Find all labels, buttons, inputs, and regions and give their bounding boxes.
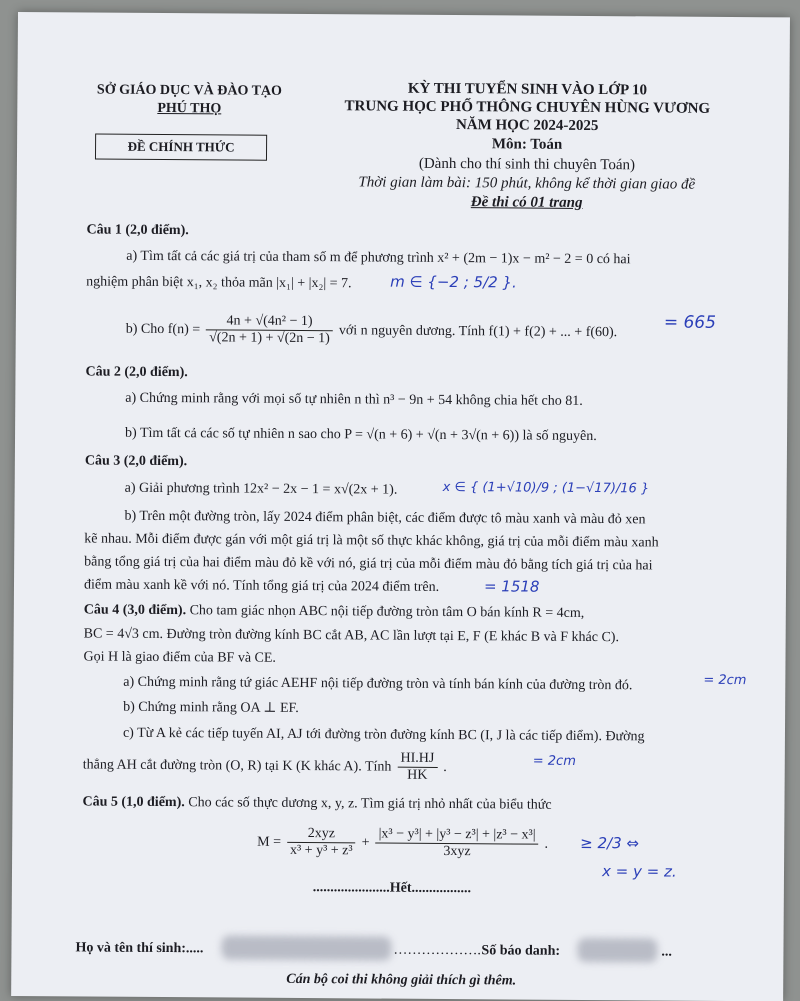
q3-title: Câu 3 (2,0 điểm).	[84, 453, 188, 470]
q5-line1-wrap	[82, 794, 551, 813]
handwritten-answer-q5-1: ≥ 2/3 ⇔	[580, 833, 640, 853]
handwritten-answer-q5-2: x = y = z.	[601, 862, 677, 881]
q1b-denominator: √(2n + 1) + √(2n − 1)	[209, 330, 330, 347]
time-limit: Thời gian làm bài: 150 phút, không kể thời gian giao đề	[358, 174, 696, 193]
q4-line3: Gọi H là giao điểm của BF và CE.	[83, 649, 277, 666]
page-count: Đề thi có 01 trang	[470, 194, 583, 211]
q4b: b) Chứng minh rằng OA ⊥ EF.	[123, 699, 299, 716]
redacted-candidate-number	[577, 938, 657, 963]
subject: Môn: Toán	[491, 136, 563, 153]
q1b-fraction	[206, 313, 333, 347]
q3b-line1: b) Trên một đường tròn, lấy 2024 điểm phân biệt, các điểm được tô màu xanh và màu đỏ xen	[124, 508, 646, 528]
candidate-number-label: Số báo danh:	[481, 943, 561, 959]
handwritten-answer-q3b: = 1518	[483, 577, 540, 596]
q5-line1: Cho các số thực dương x, y, z. Tìm giá trị nhỏ nhất của biểu thức	[188, 795, 552, 813]
q4c-line1: c) Từ A kẻ các tiếp tuyến AI, AJ tới đường tròn đường kính BC (I, J là các tiếp điểm). Đường	[122, 725, 645, 745]
school-year: NĂM HỌC 2024-2025	[455, 117, 599, 135]
province-name: PHÚ THỌ	[157, 100, 222, 117]
exam-title: KỲ THI TUYỂN SINH VÀO LỚP 10	[407, 80, 648, 99]
q1b-numerator: 4n + √(4n² − 1)	[206, 313, 333, 331]
q1a-line2: nghiệm phân biệt x₁, x₂ thỏa mãn |x₁| + |x₂| = 7.	[86, 274, 352, 292]
q5-f1-denominator: x³ + y³ + z³	[289, 842, 353, 859]
q4c-numerator: HI.HJ	[397, 751, 437, 768]
q4-title: Câu 4 (3,0 điểm).	[83, 602, 187, 619]
q4-line2: BC = 4√3 cm. Đường tròn đường kính BC cắt AB, AC lần lượt tại E, F (E khác B và F khác C).	[83, 626, 620, 646]
candidate-scope: (Dành cho thí sinh thi chuyên Toán)	[418, 155, 636, 174]
q5-f1-numerator: 2xyz	[287, 826, 356, 843]
candidate-number-dots: ...	[661, 944, 673, 960]
q1b-line	[126, 313, 618, 349]
q4-line1: Cho tam giác nhọn ABC nội tiếp đường tròn tâm O bán kính R = 4cm,	[189, 603, 585, 621]
department-name: SỞ GIÁO DỤC VÀ ĐÀO TẠO	[96, 82, 283, 99]
handwritten-answer-q4c: = 2cm	[532, 753, 576, 769]
q5-f2-denominator: 3xyz	[443, 843, 471, 860]
q5-fraction-1	[287, 826, 356, 859]
handwritten-answer-q4a: = 2cm	[703, 672, 747, 689]
exam-paper	[11, 12, 790, 1001]
q1b-lead: b) Cho f(n) =	[125, 321, 201, 337]
q4a: a) Chứng minh rằng tứ giác AEHF nội tiếp đường tròn và tính bán kính của đường tròn đó.	[123, 674, 633, 694]
q1b-tail: với n nguyên dương. Tính f(1) + f(2) + ... + f(60).	[338, 322, 618, 340]
official-badge: ĐỀ CHÍNH THỨC	[95, 134, 267, 161]
q5-title: Câu 5 (1,0 điểm).	[82, 794, 185, 811]
q5-formula: M = $\frac{\text{2xyz}}{\text{x³ + y³ + z³}}$ + $\frac{\text{|x³ − y³| + |y³ − z³| + |z³ − x³|}}{\text{3xyz}}$ .	[257, 826, 549, 860]
q4c-denominator: HK	[407, 767, 428, 783]
q5-fraction-2	[375, 827, 538, 861]
q5-plus: +	[361, 834, 370, 850]
q3b-line4: điểm màu xanh kề với nó. Tính tổng giá trị của 2024 điểm trên.	[83, 577, 440, 595]
end-marker: ......................Hết.................	[312, 880, 472, 897]
q5-m-lead: M =	[257, 834, 282, 850]
school-name: TRUNG HỌC PHỔ THÔNG CHUYÊN HÙNG VƯƠNG	[344, 98, 711, 117]
handwritten-answer-q3a: x ∈ { (1+√10)/9 ; (1−√17)/16 }	[442, 479, 650, 497]
q1a-line1: a) Tìm tất cả các giá trị của tham số m để phương trình x² + (2m − 1)x − m² − 2 = 0 có hai	[126, 248, 631, 268]
q4c-line2-lead: thẳng AH cắt đường tròn (O, R) tại K (K khác A). Tính	[82, 756, 392, 775]
q5-f2-numerator: |x³ − y³| + |y³ − z³| + |z³ − x³|	[376, 827, 539, 845]
name-dots: ……………….	[393, 942, 482, 959]
q3b-line3: bằng tổng giá trị của hai điểm màu đỏ kề với nó, giá trị của mỗi điểm màu đỏ bằng tích giá trị của hai	[84, 554, 653, 574]
q2a: a) Chứng minh rằng với mọi số tự nhiên n thì n³ − 9n + 54 không chia hết cho 81.	[125, 390, 583, 409]
redacted-candidate-name	[221, 935, 391, 960]
q3b-line2: kẽ nhau. Mỗi điểm được gán với một giá trị là một số thực khác không, giá trị của mỗi điểm màu xanh	[84, 531, 659, 551]
candidate-name-label: Họ và tên thí sinh:.....	[75, 940, 204, 957]
handwritten-answer-q1b: = 665	[663, 312, 717, 333]
q2b: b) Tìm tất cả các số tự nhiên n sao cho P = √(n + 6) + √(n + 3√(n + 6)) là số nguyên.	[125, 425, 597, 445]
q4c-fraction	[397, 751, 437, 784]
q4-line1-wrap	[84, 602, 585, 621]
proctor-note: Cán bộ coi thi không giải thích gì thêm.	[286, 971, 517, 989]
q3a: a) Giải phương trình 12x² − 2x − 1 = x√(2x + 1).	[124, 480, 398, 498]
handwritten-answer-q1a: m ∈ {−2 ; 5/2 }.	[390, 272, 517, 292]
q1-title: Câu 1 (2,0 điểm).	[86, 222, 189, 239]
q2-title: Câu 2 (2,0 điểm).	[85, 364, 188, 381]
q4c-line2: thẳng AH cắt đường tròn (O, R) tại K (K khác A). Tính $\frac{HI.HJ}{HK}$ .	[82, 750, 447, 783]
